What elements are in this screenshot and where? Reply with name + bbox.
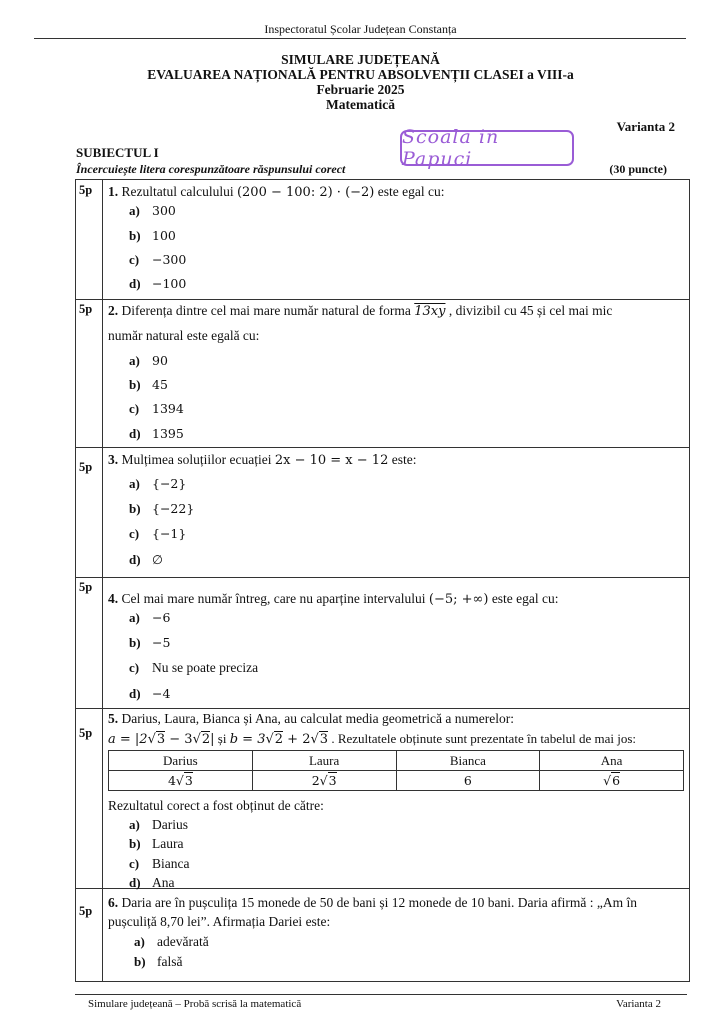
q1-expression: (200 − 100: 2) · (−2) — [236, 185, 375, 200]
q4-option-d[interactable]: d) −4 — [129, 686, 171, 701]
q3-stem: Mulțimea soluțiilor ecuației — [121, 452, 272, 467]
table-header-bianca: Bianca — [396, 751, 540, 771]
watermark-text: Scoala in Papuci — [402, 126, 500, 170]
q2-stem: Diferența dintre cel mai mare număr natural de forma — [121, 303, 411, 318]
row-separator — [76, 299, 689, 300]
q6-number: 6. — [108, 895, 119, 910]
q5-option-d[interactable]: d) Ana — [129, 875, 175, 890]
exam-subject: Matematică — [326, 97, 395, 112]
q5-option-a[interactable]: a) Darius — [129, 817, 188, 832]
header-divider — [34, 38, 686, 39]
q5-a-definition: a = |2√3 − 3√2| — [108, 732, 215, 747]
q4-stem: Cel mai mare număr întreg, care nu aparține intervalului — [121, 591, 426, 606]
q3-option-b[interactable]: b) {−22} — [129, 501, 195, 516]
q5-after-text: Rezultatul corect a fost obținut de către: — [108, 798, 324, 813]
q1-option-a[interactable]: a) 300 — [129, 203, 176, 218]
table-cell-bianca: 6 — [396, 771, 540, 791]
q5-number: 5. — [108, 711, 119, 726]
q3-text — [108, 452, 416, 468]
institution-header: Inspectoratul Școlar Județean Constanța — [264, 22, 457, 36]
points-column-divider — [102, 180, 103, 981]
section-title: SUBIECTUL I — [76, 145, 159, 160]
q1-stem: Rezultatul calculului — [121, 184, 234, 199]
q2-option-d[interactable]: d) 1395 — [129, 426, 184, 441]
q5-option-c[interactable]: c) Bianca — [129, 856, 190, 871]
section-points: (30 puncte) — [609, 162, 667, 176]
q4-points: 5p — [79, 580, 93, 594]
q6-text — [108, 895, 637, 911]
q1-text — [108, 184, 444, 200]
table-header-ana: Ana — [540, 751, 684, 771]
table-header-row — [109, 751, 684, 771]
exam-titles — [0, 52, 721, 112]
table-row — [109, 771, 684, 791]
row-separator — [76, 708, 689, 709]
q1-number: 1. — [108, 184, 119, 199]
q4-interval: (−5; +∞) — [428, 592, 489, 607]
row-separator — [76, 577, 689, 578]
q1-option-d[interactable]: d) −100 — [129, 276, 187, 291]
q3-option-c[interactable]: c) {−1} — [129, 526, 187, 541]
q2-option-b[interactable]: b) 45 — [129, 377, 168, 392]
q5-stem: Darius, Laura, Bianca și Ana, au calculat media geometrică a numerelor: — [121, 711, 514, 726]
table-cell-darius: 4√3 — [109, 771, 253, 791]
footer-left: Simulare județeană – Probă scrisă la matematică — [88, 998, 302, 1010]
q4-option-a[interactable]: a) −6 — [129, 610, 171, 625]
q4-number: 4. — [108, 591, 119, 606]
table-header-darius: Darius — [109, 751, 253, 771]
watermark-stamp — [400, 126, 574, 170]
q2-stem-tail: , divizibil cu 45 și cel mai mic — [448, 303, 613, 318]
q4-stem-tail: este egal cu: — [491, 591, 559, 606]
q1-option-b[interactable]: b) 100 — [129, 228, 176, 243]
exam-title-1: SIMULARE JUDEȚEANĂ — [281, 52, 440, 67]
q3-option-a[interactable]: a) {−2} — [129, 476, 187, 491]
row-separator — [76, 447, 689, 448]
table-header-laura: Laura — [252, 751, 396, 771]
q5-option-b[interactable]: b) Laura — [129, 836, 184, 851]
q5-and: și — [217, 731, 227, 746]
q2-points: 5p — [79, 302, 93, 316]
q2-text-line2: număr natural este egală cu: — [108, 328, 260, 343]
q4-text — [108, 591, 559, 607]
q1-points: 5p — [79, 183, 93, 197]
q3-stem-tail: este: — [391, 452, 417, 467]
q3-points: 5p — [79, 460, 93, 474]
q5-points: 5p — [79, 726, 93, 740]
q2-option-c[interactable]: c) 1394 — [129, 401, 184, 416]
q2-number-form: 13xy — [414, 304, 446, 319]
q5-results-table — [108, 750, 684, 791]
q4-option-b[interactable]: b) −5 — [129, 635, 171, 650]
q4-option-c[interactable]: c) Nu se poate preciza — [129, 660, 259, 675]
q1-stem-tail: este egal cu: — [377, 184, 445, 199]
q3-option-d[interactable]: d) ∅ — [129, 552, 163, 567]
q5-b-definition: b = 3√2 + 2√3 — [229, 732, 329, 747]
q5-stem-tail: . Rezultatele obținute sunt prezentate în tabelul de mai jos: — [331, 731, 636, 746]
section-instruction: Încercuiește litera corespunzătoare răspunsului corect — [76, 162, 346, 176]
q3-number: 3. — [108, 452, 119, 467]
table-cell-laura: 2√3 — [252, 771, 396, 791]
footer-divider — [75, 994, 687, 995]
q2-text — [108, 303, 612, 319]
q6-points: 5p — [79, 904, 93, 918]
q2-number: 2. — [108, 303, 119, 318]
table-cell-ana: √6 — [540, 771, 684, 791]
q6-option-b[interactable]: b) falsă — [134, 954, 183, 969]
exam-title-2: EVALUAREA NAȚIONALĂ PENTRU ABSOLVENȚII CLASEI a VIII-a — [147, 67, 574, 82]
q6-option-a[interactable]: a) adevărată — [134, 934, 209, 949]
q1-option-c[interactable]: c) −300 — [129, 252, 187, 267]
q6-text-line2: pușculiță 8,70 lei”. Afirmația Dariei este: — [108, 914, 331, 929]
q2-option-a[interactable]: a) 90 — [129, 353, 168, 368]
variant-label: Varianta 2 — [616, 119, 675, 134]
q6-stem: Daria are în pușculița 15 monede de 50 de bani și 12 monede de 10 bani. Daria afirmă : „Am în — [121, 895, 637, 910]
q5-text — [108, 711, 514, 727]
footer-variant: Varianta 2 — [616, 998, 661, 1010]
exam-date: Februarie 2025 — [316, 82, 405, 97]
q3-equation: 2x − 10 = x − 12 — [274, 453, 389, 468]
q5-definitions — [108, 731, 636, 747]
